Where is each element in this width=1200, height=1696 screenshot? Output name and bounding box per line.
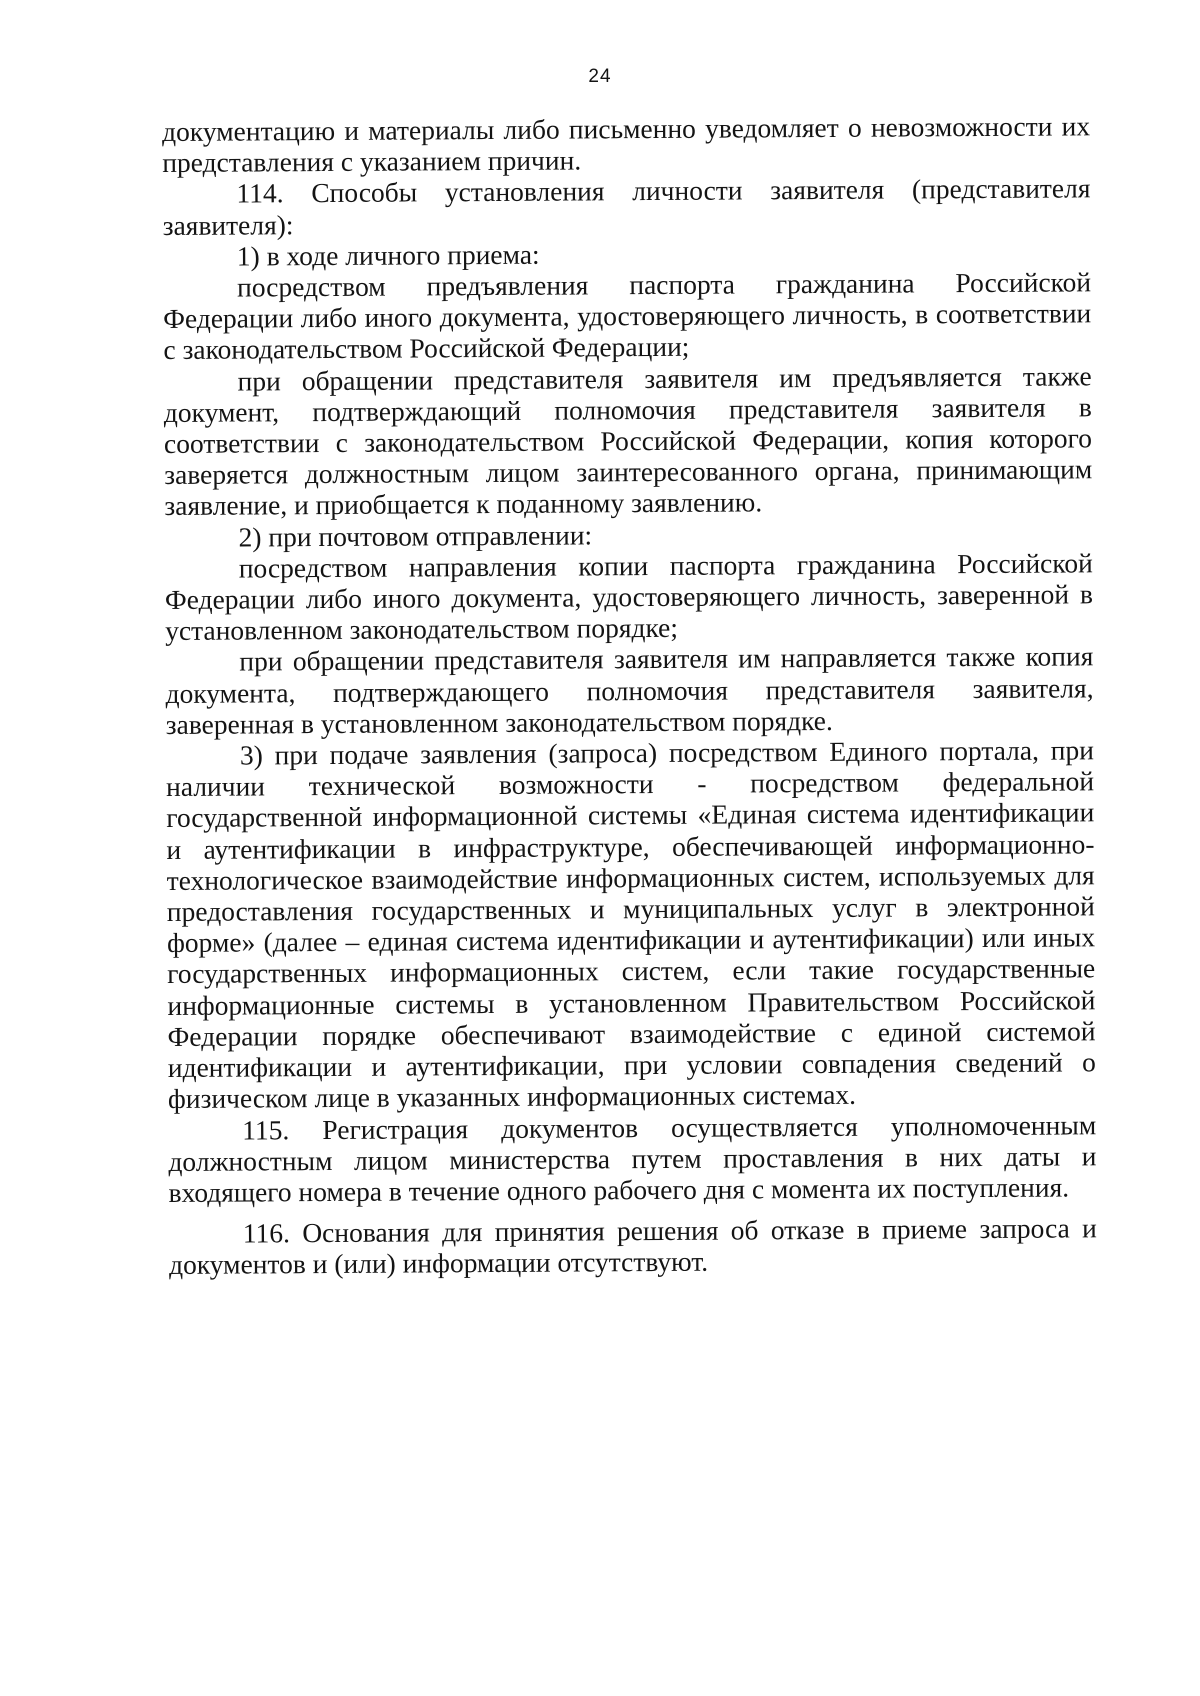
page-number: 24 [588, 66, 612, 87]
paragraph-continuation: документацию и материалы либо письменно уведомляет о невозможности их представления с указанием причин. [162, 110, 1091, 179]
paragraph-114: 114. Способы установления личности заявителя (представителя заявителя): [162, 172, 1091, 241]
paragraph-114-item-2: 2) при почтовом отправлении: [238, 519, 593, 553]
paragraph-114-item-2-representative: при обращении представителя заявителя им направляется также копия документа, подтверждающего полномочия представителя заявителя, заверенная в установленном законодательством порядке. [165, 640, 1094, 740]
paragraph-116: 116. Основания для принятия решения об отказе в приеме запроса и документов и (или) информации отсутствуют. [168, 1212, 1097, 1281]
paragraph-115: 115. Регистрация документов осуществляется уполномоченным должностным лицом министерства путем проставления в них даты и входящего номера в течение одного рабочего дня с момента их поступления. [168, 1108, 1097, 1208]
document-body [162, 110, 1097, 1280]
paragraph-114-item-3: 3) при подаче заявления (запроса) посредством Единого портала, при наличии технической возможности - посредством федеральной государственной информационной системы «Единая система идентификации и аутентификации в инфраструктуре, обеспечивающей информационно-технологическое взаимодействие информационных систем, используемых для предоставления государственных и муниципальных услуг в электронной форме» (далее – единая система идентификации и аутентификации) или иных государственных информационных систем, если такие государственные информационные системы в установленном Правительством Российской Федерации порядке обеспечивают взаимодействие с единой системой идентификации и аутентификации, при условии совпадения сведений о физическом лице в указанных информационных системах. [166, 734, 1096, 1115]
paragraph-114-item-2-passport-copy: посредством направления копии паспорта гражданина Российской Федерации либо иного документа, удостоверяющего личность, заверенной в установленном законодательством порядке; [164, 547, 1094, 647]
paragraph-114-item-1-passport: посредством предъявления паспорта гражданина Российской Федерации либо иного документа, удостоверяющего личность, в соответствии с законодательством Российской Федерации; [163, 266, 1092, 366]
paragraph-114-item-1-representative: при обращении представителя заявителя им предъявляется также документ, подтверждающий полномочия представителя заявителя в соответствии с законодательством Российской Федерации, копия которого заверяется должностным лицом заинтересованного органа, принимающим заявление, и приобщается к поданному заявлению. [163, 359, 1093, 522]
paragraph-114-item-1: 1) в ходе личного приема: [236, 238, 540, 272]
